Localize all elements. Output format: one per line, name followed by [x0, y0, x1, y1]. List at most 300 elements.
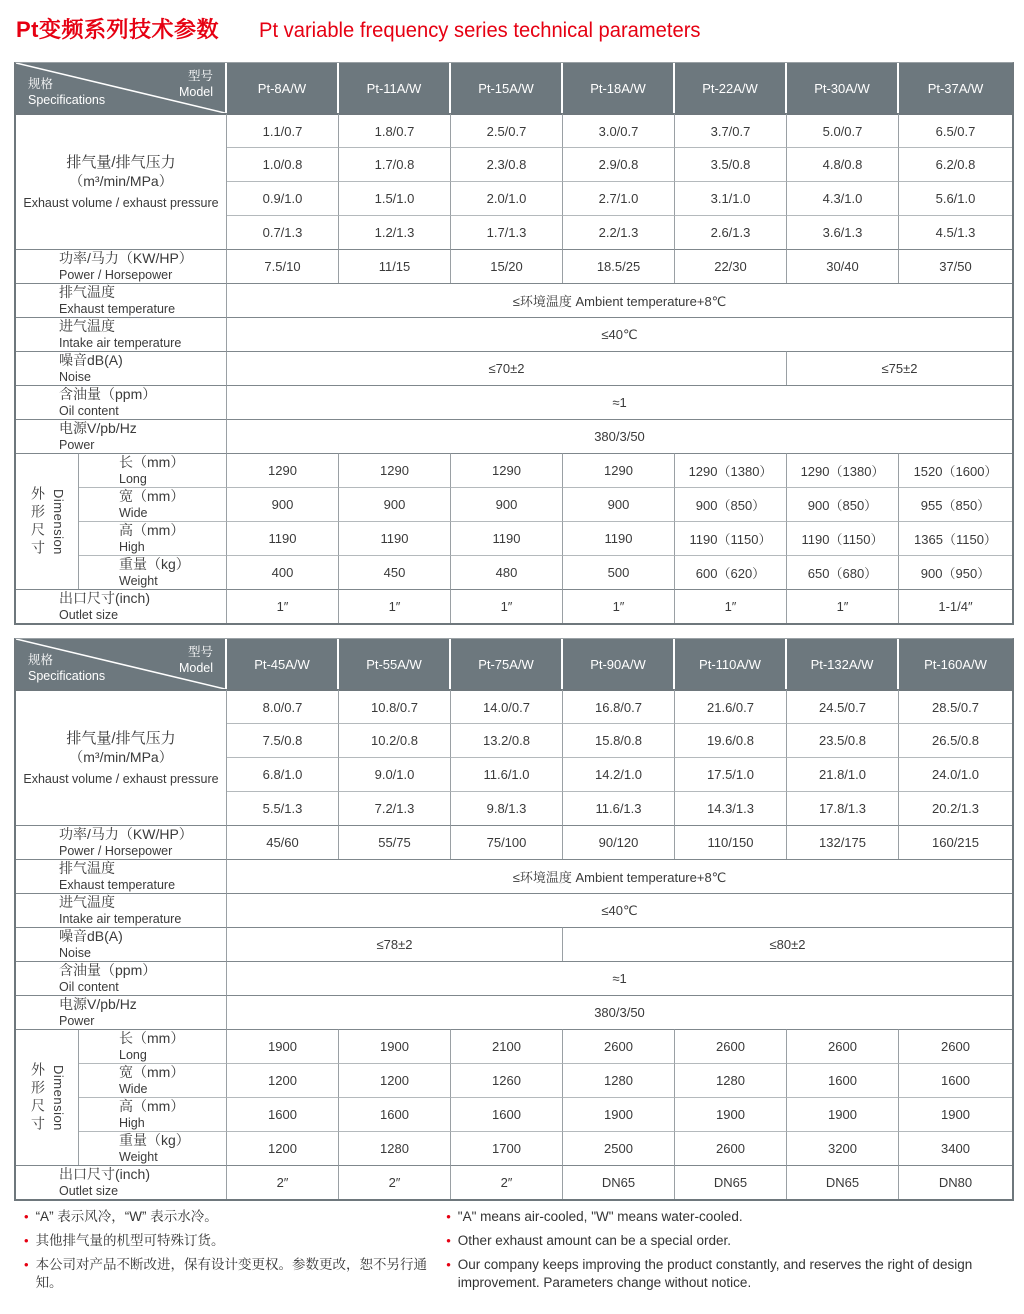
power-supply-row: [16, 419, 1012, 453]
row-label-noise: [16, 351, 227, 385]
footnotes-en: [446, 1208, 1002, 1298]
volume-row: [16, 689, 1012, 723]
bullet-icon: •: [24, 1257, 29, 1272]
model-header: Pt-110A/W: [675, 639, 787, 689]
value-cell: 132/175: [787, 825, 899, 859]
value-cell: 13.2/0.8: [451, 723, 563, 757]
value-cell: 1.2/1.3: [339, 215, 451, 249]
czh-label-line: 规格: [28, 77, 54, 91]
en-label-line: Weight: [119, 1150, 158, 1164]
footnotes: [24, 1208, 1002, 1298]
value-cell: 5.6/1.0: [899, 181, 1012, 215]
en-label-line: Exhaust volume / exhaust pressure: [23, 772, 219, 786]
value-cell: DN80: [899, 1165, 1012, 1199]
value-cell: 2″: [339, 1165, 451, 1199]
dimension-row: [16, 521, 1012, 555]
value-cell: 900（950）: [899, 555, 1012, 589]
value-cell: 3.5/0.8: [675, 147, 787, 181]
value-cell: 2″: [227, 1165, 339, 1199]
value-cell: 160/215: [899, 825, 1012, 859]
power-row: [16, 825, 1012, 859]
dimension-label-zh: 外形尺寸: [30, 1061, 46, 1134]
dimension-label-en: Dimension: [51, 1064, 66, 1131]
en-label-line: Power / Horsepower: [59, 268, 173, 282]
value-cell: 1″: [675, 589, 787, 623]
czh-label-line: 型号: [187, 69, 213, 83]
value-cell: DN65: [563, 1165, 675, 1199]
value-cell: 17.5/1.0: [675, 757, 787, 791]
footnote-en: [446, 1256, 1002, 1292]
value-cell: 0.7/1.3: [227, 215, 339, 249]
value-cell: 380/3/50: [227, 419, 1012, 453]
bullet-icon: •: [446, 1209, 451, 1224]
value-cell: 450: [339, 555, 451, 589]
value-cell: 1280: [339, 1131, 451, 1165]
dimension-row: [16, 487, 1012, 521]
cen-label-line: Model: [178, 85, 213, 99]
value-cell: 1600: [339, 1097, 451, 1131]
value-cell: 6.2/0.8: [899, 147, 1012, 181]
zh-label-line: 高（mm）: [119, 522, 185, 538]
en-label-line: Noise: [59, 370, 91, 384]
value-cell: 4.3/1.0: [787, 181, 899, 215]
value-cell: 1700: [451, 1131, 563, 1165]
value-cell: 24.0/1.0: [899, 757, 1012, 791]
value-cell: 2.7/1.0: [563, 181, 675, 215]
value-cell: 1″: [563, 589, 675, 623]
value-cell: 30/40: [787, 249, 899, 283]
value-cell: 1.0/0.8: [227, 147, 339, 181]
value-cell: 2.3/0.8: [451, 147, 563, 181]
value-cell: 9.0/1.0: [339, 757, 451, 791]
value-cell: 1.7/0.8: [339, 147, 451, 181]
en-label-line: Intake air temperature: [59, 912, 182, 926]
value-cell: DN65: [787, 1165, 899, 1199]
footnote-en: [446, 1232, 1002, 1250]
en-label-line: Intake air temperature: [59, 336, 182, 350]
czh-label-line: 规格: [28, 653, 54, 667]
row-label-outlet: [16, 1165, 227, 1199]
en-label-line: Exhaust temperature: [59, 878, 176, 892]
value-cell: 2500: [563, 1131, 675, 1165]
value-cell: 1600: [787, 1063, 899, 1097]
footnote-text: “A” 表示风冷，“W” 表示水冷。: [35, 1209, 218, 1224]
bullet-icon: •: [446, 1233, 451, 1248]
value-cell: 1290: [227, 453, 339, 487]
value-cell: 14.3/1.3: [675, 791, 787, 825]
value-cell: 2600: [675, 1029, 787, 1063]
value-cell: 110/150: [675, 825, 787, 859]
en-label-line: Exhaust temperature: [59, 302, 176, 316]
zh-label-line: 排气温度: [59, 284, 115, 300]
power-supply-row: [16, 995, 1012, 1029]
value-cell: 2600: [899, 1029, 1012, 1063]
corner-model-label: [179, 68, 213, 100]
value-cell: 1600: [451, 1097, 563, 1131]
value-cell: 90/120: [563, 825, 675, 859]
value-cell: 3400: [899, 1131, 1012, 1165]
spec-table-1-container: [14, 62, 1014, 625]
corner-header: [16, 63, 227, 113]
en-label-line: Noise: [59, 946, 91, 960]
unit-label-line: （m³/min/MPa）: [69, 173, 173, 189]
value-cell: 1″: [451, 589, 563, 623]
dimension-row: [16, 1063, 1012, 1097]
value-cell: 900: [227, 487, 339, 521]
zh-label-line: 重量（kg）: [119, 1132, 190, 1148]
footnote-text: 其他排气量的机型可特殊订货。: [35, 1233, 225, 1248]
value-cell: 900（850）: [787, 487, 899, 521]
value-cell: 1200: [227, 1131, 339, 1165]
value-cell: 17.8/1.3: [787, 791, 899, 825]
value-cell: 1200: [339, 1063, 451, 1097]
value-cell: 21.6/0.7: [675, 689, 787, 723]
value-cell: 3200: [787, 1131, 899, 1165]
value-cell: 24.5/0.7: [787, 689, 899, 723]
value-cell: 3.1/1.0: [675, 181, 787, 215]
dimension-row: [16, 453, 1012, 487]
value-cell: 45/60: [227, 825, 339, 859]
noise-row: [16, 927, 1012, 961]
model-header: Pt-160A/W: [899, 639, 1012, 689]
value-cell: ≤75±2: [787, 351, 1012, 385]
value-cell: 1290（1380）: [787, 453, 899, 487]
value-cell: 11.6/1.0: [451, 757, 563, 791]
en-label-line: Power: [59, 438, 95, 452]
en-label-line: Wide: [119, 1082, 148, 1096]
model-header: Pt-37A/W: [899, 63, 1012, 113]
value-cell: 16.8/0.7: [563, 689, 675, 723]
value-cell: 3.7/0.7: [675, 113, 787, 147]
en-label-line: Long: [119, 1048, 147, 1062]
value-cell: 900（850）: [675, 487, 787, 521]
model-header: Pt-45A/W: [227, 639, 339, 689]
spec-table-1: [14, 62, 1014, 625]
zh-label-line: 含油量（ppm）: [59, 962, 157, 978]
value-cell: 21.8/1.0: [787, 757, 899, 791]
row-label-exhaust-volume: [16, 689, 227, 825]
value-cell: 900: [339, 487, 451, 521]
value-cell: 10.8/0.7: [339, 689, 451, 723]
bullet-icon: •: [24, 1233, 29, 1248]
value-cell: 0.9/1.0: [227, 181, 339, 215]
zh-label-line: 进气温度: [59, 894, 115, 910]
footnote-zh: [24, 1232, 446, 1250]
value-cell: ≤环境温度 Ambient temperature+8℃: [227, 283, 1012, 317]
dimension-row: [16, 1097, 1012, 1131]
value-cell: 3.6/1.3: [787, 215, 899, 249]
row-label-exhaust-volume: [16, 113, 227, 249]
cen-label-line: Specifications: [28, 93, 106, 107]
value-cell: 3.0/0.7: [563, 113, 675, 147]
oil-content-row: [16, 961, 1012, 995]
value-cell: ≈1: [227, 385, 1012, 419]
value-cell: 1-1/4″: [899, 589, 1012, 623]
bullet-icon: •: [446, 1257, 451, 1272]
en-label-line: High: [119, 1116, 145, 1130]
model-header: Pt-8A/W: [227, 63, 339, 113]
value-cell: 10.2/0.8: [339, 723, 451, 757]
model-header: Pt-18A/W: [563, 63, 675, 113]
value-cell: 37/50: [899, 249, 1012, 283]
zh-label-line: 长（mm）: [119, 454, 185, 470]
cen-label-line: Specifications: [28, 669, 106, 683]
model-header: Pt-75A/W: [451, 639, 563, 689]
value-cell: 14.2/1.0: [563, 757, 675, 791]
value-cell: 1″: [339, 589, 451, 623]
value-cell: 2.5/0.7: [451, 113, 563, 147]
zh-label-line: 重量（kg）: [119, 556, 190, 572]
corner-spec-label: [28, 652, 105, 684]
row-label-dimension: [16, 1029, 79, 1165]
zh-label-line: 进气温度: [59, 318, 115, 334]
spec-table-2: [14, 638, 1014, 1201]
en-label-line: Oil content: [59, 404, 119, 418]
footnotes-zh: [24, 1208, 446, 1298]
row-label-long: [79, 453, 227, 487]
value-cell: 1290: [339, 453, 451, 487]
value-cell: ≤40℃: [227, 317, 1012, 351]
value-cell: 5.0/0.7: [787, 113, 899, 147]
value-cell: 2600: [563, 1029, 675, 1063]
value-cell: 1260: [451, 1063, 563, 1097]
zh-label-line: 功率/马力（KW/HP）: [59, 250, 193, 266]
value-cell: 1900: [787, 1097, 899, 1131]
value-cell: 1.8/0.7: [339, 113, 451, 147]
row-label-weight: [79, 555, 227, 589]
value-cell: 1.5/1.0: [339, 181, 451, 215]
row-label-intake-temp: [16, 893, 227, 927]
value-cell: 28.5/0.7: [899, 689, 1012, 723]
value-cell: 1.1/0.7: [227, 113, 339, 147]
zh-label-line: 出口尺寸(inch): [59, 1166, 151, 1182]
value-cell: 55/75: [339, 825, 451, 859]
zh-label-line: 排气量/排气压力: [66, 154, 176, 171]
value-cell: DN65: [675, 1165, 787, 1199]
en-label-line: Power: [59, 1014, 95, 1028]
value-cell: 19.6/0.8: [675, 723, 787, 757]
dimension-row: [16, 555, 1012, 589]
outlet-row: [16, 1165, 1012, 1199]
en-label-line: High: [119, 540, 145, 554]
value-cell: 2.9/0.8: [563, 147, 675, 181]
en-label-line: Wide: [119, 506, 148, 520]
value-cell: 6.5/0.7: [899, 113, 1012, 147]
zh-label-line: 长（mm）: [119, 1030, 185, 1046]
value-cell: 15/20: [451, 249, 563, 283]
footnote-zh: [24, 1208, 446, 1226]
row-label-high: [79, 1097, 227, 1131]
zh-label-line: 宽（mm）: [119, 1064, 185, 1080]
value-cell: 9.8/1.3: [451, 791, 563, 825]
value-cell: 1900: [339, 1029, 451, 1063]
value-cell: 1900: [899, 1097, 1012, 1131]
zh-label-line: 出口尺寸(inch): [59, 590, 151, 606]
zh-label-line: 宽（mm）: [119, 488, 185, 504]
cen-label-line: Model: [178, 661, 213, 675]
value-cell: 1600: [227, 1097, 339, 1131]
value-cell: 1190: [227, 521, 339, 555]
value-cell: 480: [451, 555, 563, 589]
value-cell: 1190（1150）: [675, 521, 787, 555]
value-cell: 20.2/1.3: [899, 791, 1012, 825]
footnote-text: "A" means air-cooled, "W" means water-cooled.: [457, 1209, 743, 1224]
row-label-exhaust-temp: [16, 859, 227, 893]
row-label-power: [16, 825, 227, 859]
value-cell: 1190: [339, 521, 451, 555]
intake-temp-row: [16, 317, 1012, 351]
zh-label-line: 排气量/排气压力: [66, 730, 176, 747]
czh-label-line: 型号: [187, 645, 213, 659]
en-label-line: Outlet size: [59, 608, 119, 622]
row-label-oil-content: [16, 385, 227, 419]
dimension-label-zh: 外形尺寸: [30, 485, 46, 558]
value-cell: 1900: [563, 1097, 675, 1131]
value-cell: 75/100: [451, 825, 563, 859]
zh-label-line: 电源V/pb/Hz: [59, 420, 137, 436]
value-cell: 11/15: [339, 249, 451, 283]
value-cell: 15.8/0.8: [563, 723, 675, 757]
value-cell: 650（680）: [787, 555, 899, 589]
footnote-text: Our company keeps improving the product constantly, and reserves the right of design improvement. Parameters change without notice.: [457, 1257, 973, 1290]
value-cell: 5.5/1.3: [227, 791, 339, 825]
value-cell: 1365（1150）: [899, 521, 1012, 555]
value-cell: 7.5/0.8: [227, 723, 339, 757]
zh-label-line: 功率/马力（KW/HP）: [59, 826, 193, 842]
value-cell: 22/30: [675, 249, 787, 283]
en-label-line: Exhaust volume / exhaust pressure: [23, 196, 219, 210]
value-cell: 2.2/1.3: [563, 215, 675, 249]
model-header: Pt-15A/W: [451, 63, 563, 113]
value-cell: 1″: [227, 589, 339, 623]
zh-label-line: 噪音dB(A): [59, 352, 123, 368]
row-label-wide: [79, 1063, 227, 1097]
en-label-line: Long: [119, 472, 147, 486]
value-cell: 1190: [563, 521, 675, 555]
value-cell: 1″: [787, 589, 899, 623]
row-label-noise: [16, 927, 227, 961]
value-cell: 1290: [563, 453, 675, 487]
value-cell: 26.5/0.8: [899, 723, 1012, 757]
model-header: Pt-11A/W: [339, 63, 451, 113]
value-cell: 1290: [451, 453, 563, 487]
value-cell: 2.6/1.3: [675, 215, 787, 249]
value-cell: ≈1: [227, 961, 1012, 995]
noise-row: [16, 351, 1012, 385]
dimension-label-en: Dimension: [51, 488, 66, 555]
row-label-power-supply: [16, 995, 227, 1029]
row-label-weight: [79, 1131, 227, 1165]
value-cell: ≤78±2: [227, 927, 563, 961]
value-cell: 900: [451, 487, 563, 521]
exhaust-temp-row: [16, 283, 1012, 317]
footnote-text: Other exhaust amount can be a special order.: [457, 1233, 731, 1248]
intake-temp-row: [16, 893, 1012, 927]
en-label-line: Power / Horsepower: [59, 844, 173, 858]
row-label-exhaust-temp: [16, 283, 227, 317]
outlet-row: [16, 589, 1012, 623]
model-header: Pt-55A/W: [339, 639, 451, 689]
value-cell: 1200: [227, 1063, 339, 1097]
row-label-power-supply: [16, 419, 227, 453]
value-cell: 7.5/10: [227, 249, 339, 283]
volume-row: [16, 113, 1012, 147]
row-label-high: [79, 521, 227, 555]
value-cell: 1280: [675, 1063, 787, 1097]
corner-model-label: [179, 644, 213, 676]
value-cell: 1520（1600）: [899, 453, 1012, 487]
value-cell: 18.5/25: [563, 249, 675, 283]
dimension-row: [16, 1131, 1012, 1165]
zh-label-line: 含油量（ppm）: [59, 386, 157, 402]
corner-header: [16, 639, 227, 689]
value-cell: 7.2/1.3: [339, 791, 451, 825]
value-cell: 1290（1380）: [675, 453, 787, 487]
value-cell: 1.7/1.3: [451, 215, 563, 249]
value-cell: 1900: [675, 1097, 787, 1131]
en-label-line: Weight: [119, 574, 158, 588]
page-title: [16, 13, 719, 44]
en-label-line: Oil content: [59, 980, 119, 994]
row-label-wide: [79, 487, 227, 521]
bullet-icon: •: [24, 1209, 29, 1224]
model-header: Pt-90A/W: [563, 639, 675, 689]
value-cell: 14.0/0.7: [451, 689, 563, 723]
corner-spec-label: [28, 76, 105, 108]
page-title-zh: Pt变频系列技术参数: [16, 17, 220, 42]
zh-label-line: 排气温度: [59, 860, 115, 876]
zh-label-line: 高（mm）: [119, 1098, 185, 1114]
row-label-dimension: [16, 453, 79, 589]
unit-label-line: （m³/min/MPa）: [69, 749, 173, 765]
value-cell: 1190: [451, 521, 563, 555]
value-cell: 1600: [899, 1063, 1012, 1097]
value-cell: 380/3/50: [227, 995, 1012, 1029]
value-cell: 400: [227, 555, 339, 589]
value-cell: 23.5/0.8: [787, 723, 899, 757]
en-label-line: Outlet size: [59, 1184, 119, 1198]
value-cell: 2″: [451, 1165, 563, 1199]
row-label-power: [16, 249, 227, 283]
zh-label-line: 噪音dB(A): [59, 928, 123, 944]
footnote-text: 本公司对产品不断改进，保有设计变更权。参数更改，恕不另行通知。: [35, 1257, 428, 1290]
value-cell: 500: [563, 555, 675, 589]
model-header: Pt-30A/W: [787, 63, 899, 113]
value-cell: 1190（1150）: [787, 521, 899, 555]
value-cell: 2.0/1.0: [451, 181, 563, 215]
value-cell: 4.5/1.3: [899, 215, 1012, 249]
page-title-en: Pt variable frequency series technical parameters: [259, 19, 701, 42]
exhaust-temp-row: [16, 859, 1012, 893]
model-header: Pt-22A/W: [675, 63, 787, 113]
row-label-oil-content: [16, 961, 227, 995]
value-cell: 8.0/0.7: [227, 689, 339, 723]
value-cell: 4.8/0.8: [787, 147, 899, 181]
value-cell: 2600: [675, 1131, 787, 1165]
oil-content-row: [16, 385, 1012, 419]
value-cell: ≤40℃: [227, 893, 1012, 927]
value-cell: 11.6/1.3: [563, 791, 675, 825]
spec-table-2-container: [14, 638, 1014, 1201]
value-cell: ≤80±2: [563, 927, 1012, 961]
footnote-en: [446, 1208, 1002, 1226]
value-cell: ≤70±2: [227, 351, 787, 385]
row-label-long: [79, 1029, 227, 1063]
value-cell: 1900: [227, 1029, 339, 1063]
value-cell: 2600: [787, 1029, 899, 1063]
model-header: Pt-132A/W: [787, 639, 899, 689]
value-cell: 6.8/1.0: [227, 757, 339, 791]
